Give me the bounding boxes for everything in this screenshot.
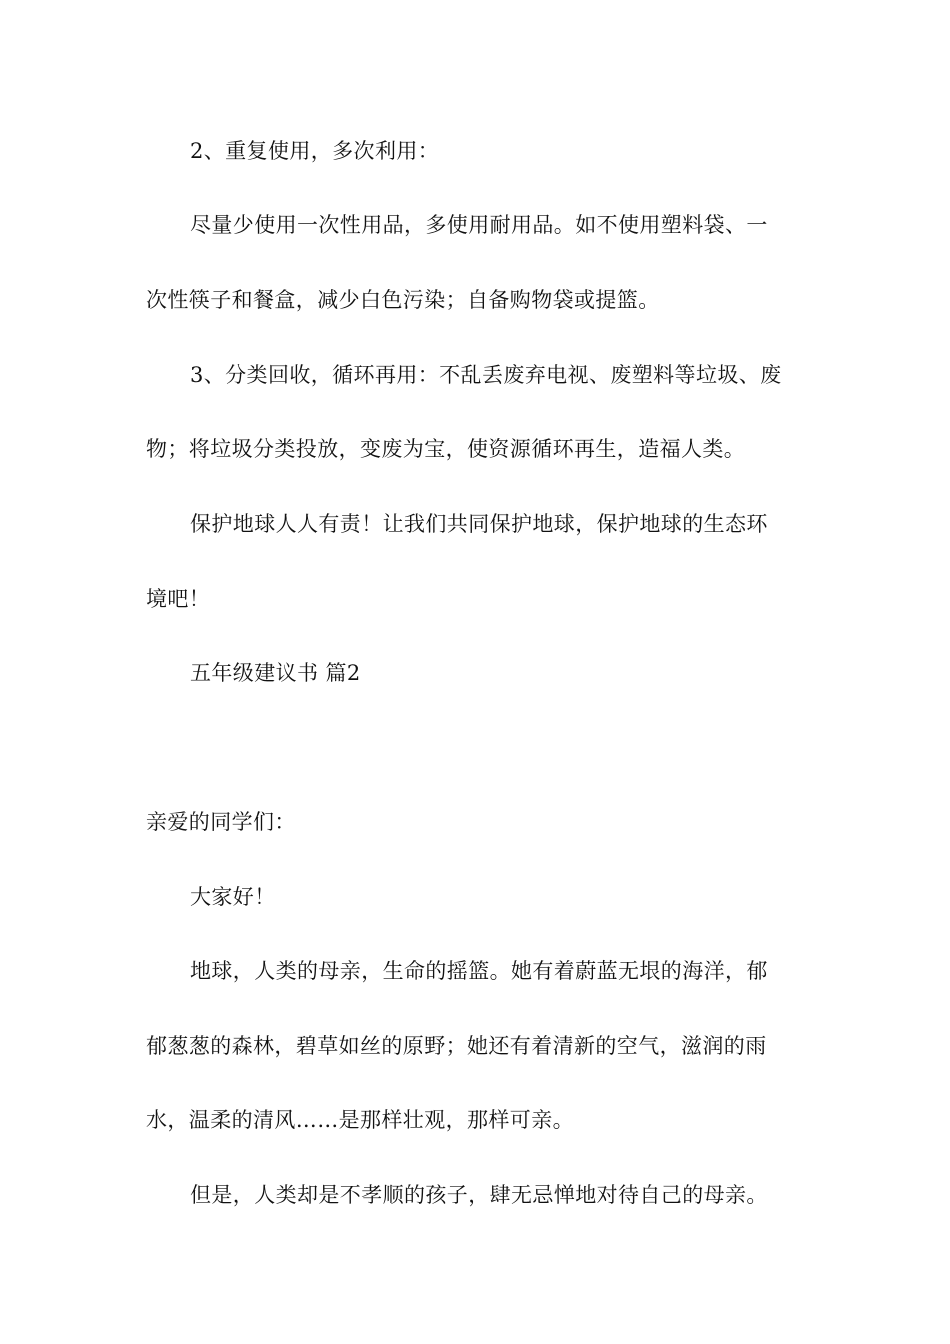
paragraph-line: 3、分类回收，循环再用：不乱丢废弃电视、废塑料等垃圾、废 — [190, 363, 782, 387]
paragraph-line: 次性筷子和餐盒，减少白色污染；自备购物袋或提篮。 — [146, 288, 660, 312]
paragraph-line: 境吧！ — [146, 587, 211, 611]
paragraph-line: 保护地球人人有责！让我们共同保护地球，保护地球的生态环 — [190, 512, 768, 536]
paragraph-line: 水，温柔的清风……是那样壮观，那样可亲。 — [146, 1108, 574, 1132]
paragraph-line: 物；将垃圾分类投放，变废为宝，使资源循环再生，造福人类。 — [146, 437, 746, 461]
paragraph-line: 2、重复使用，多次利用： — [190, 139, 440, 163]
paragraph-line: 郁葱葱的森林，碧草如丝的原野；她还有着清新的空气，滋润的雨 — [146, 1034, 767, 1058]
section-heading: 五年级建议书 篇2 — [190, 661, 361, 685]
greeting: 大家好！ — [190, 885, 276, 909]
salutation: 亲爱的同学们： — [146, 810, 296, 834]
paragraph-line: 地球，人类的母亲，生命的摇篮。她有着蔚蓝无垠的海洋，郁 — [190, 959, 768, 983]
paragraph-line: 尽量少使用一次性用品，多使用耐用品。如不使用塑料袋、一 — [190, 213, 768, 237]
paragraph-line: 但是，人类却是不孝顺的孩子，肆无忌惮地对待自己的母亲。 — [190, 1183, 768, 1207]
